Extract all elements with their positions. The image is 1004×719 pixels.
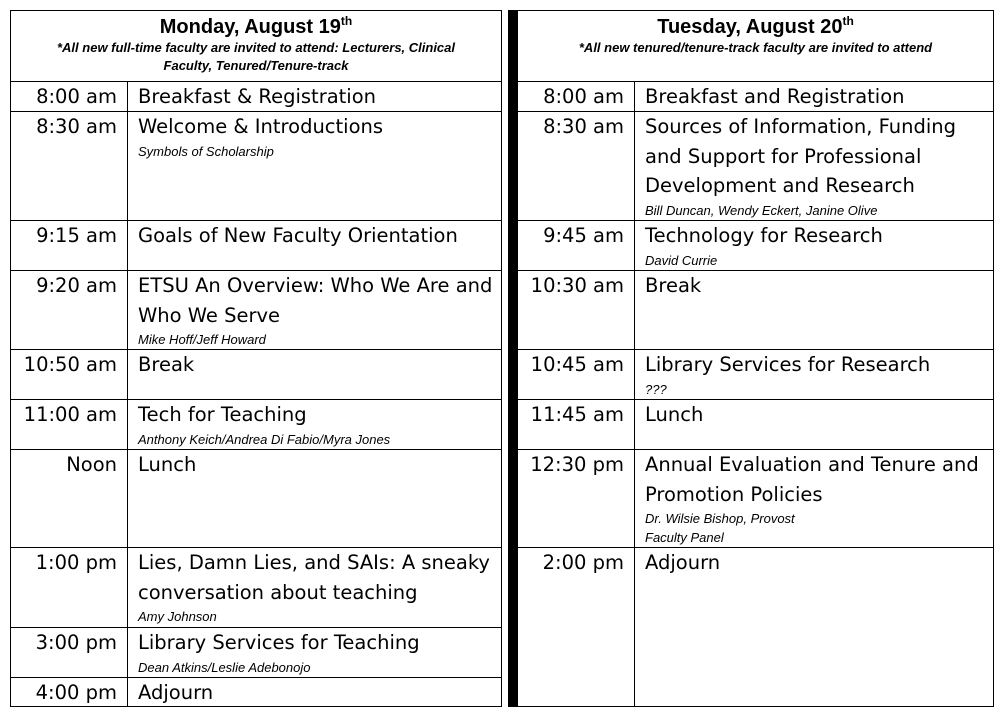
row-time: 10:45 am [518,350,635,399]
row-title: Lunch [645,403,704,426]
row-time: 9:45 am [518,221,635,270]
schedule-row [11,271,501,350]
row-title: Welcome & Introductions [138,115,384,138]
monday-title: Monday, August 19th [159,14,353,38]
row-time: 1:00 pm [11,548,128,627]
schedule-row [518,221,993,271]
row-time: 3:00 pm [11,628,128,677]
row-presenter: David Currie [645,252,718,268]
row-presenter: Symbols of Scholarship [138,143,274,159]
row-title: Adjourn [138,681,214,704]
row-presenter: ??? [645,381,667,397]
row-time: 9:15 am [11,221,128,270]
schedule-row [518,548,993,706]
row-title: Library Services for Teaching [138,631,420,654]
monday-schedule [10,10,502,707]
row-time: 10:30 am [518,271,635,349]
row-title: Breakfast & Registration [138,85,377,108]
row-time: 11:45 am [518,400,635,449]
row-title: Library Services for Research [645,353,931,376]
row-presenter: Mike Hoff/Jeff Howard [138,332,266,347]
row-title: ETSU An Overview: Who We Are and Who We Serve [138,274,493,327]
row-title: Annual Evaluation and Tenure and Promotion Policies [645,453,979,506]
row-title: Lies, Damn Lies, and SAIs: A sneaky conversation about teaching [138,551,490,604]
column-divider [508,10,517,707]
row-title: Sources of Information, Funding and Support for Professional Development and Research [645,115,957,197]
row-presenter: Dr. Wilsie Bishop, Provost [645,511,795,526]
schedule-row [518,350,993,400]
tuesday-title: Tuesday, August 20th [657,14,854,38]
row-time: 4:00 pm [11,678,128,706]
row-time: 8:30 am [518,112,635,220]
schedule-row [518,82,993,112]
tuesday-schedule [517,10,994,707]
schedule-row [518,112,993,221]
schedule-row [11,221,501,271]
row-time: 10:50 am [11,350,128,399]
row-time: 2:00 pm [518,548,635,706]
schedule-row [11,628,501,678]
row-presenter-2: Faculty Panel [645,530,724,545]
row-title: Adjourn [645,551,721,574]
row-title: Lunch [138,453,197,476]
row-time: 11:00 am [11,400,128,449]
row-presenter: Bill Duncan, Wendy Eckert, Janine Olive [645,202,878,218]
row-time: 8:00 am [11,82,128,111]
schedule-row [11,350,501,400]
schedule-row [11,548,501,628]
schedule-row [11,450,501,548]
row-presenter: Anthony Keich/Andrea Di Fabio/Myra Jones [138,431,391,447]
row-presenter: Amy Johnson [138,609,217,624]
schedule-row [518,271,993,350]
row-time: 12:30 pm [518,450,635,547]
row-title: Break [645,274,702,297]
row-title: Tech for Teaching [138,403,307,426]
schedule-row [11,678,501,706]
tuesday-header [518,11,993,82]
row-presenter: Dean Atkins/Leslie Adebonojo [138,659,311,675]
schedule-row [11,112,501,221]
tuesday-note: *All new tenured/tenure-track faculty are invited to attend [578,40,933,55]
row-title: Goals of New Faculty Orientation [138,224,458,247]
row-title: Technology for Research [645,224,883,247]
row-title: Breakfast and Registration [645,85,905,108]
row-time: Noon [11,450,128,547]
schedule-row [11,400,501,450]
row-title: Break [138,353,195,376]
schedule-row [518,400,993,450]
row-time: 8:30 am [11,112,128,220]
monday-note: *All new full-time faculty are invited to attend: Lecturers, Clinical Faculty, Tenured/Tenure-track [56,40,456,73]
row-time: 8:00 am [518,82,635,111]
monday-header [11,11,501,82]
row-time: 9:20 am [11,271,128,349]
schedule-row [518,450,993,548]
schedule-row [11,82,501,112]
